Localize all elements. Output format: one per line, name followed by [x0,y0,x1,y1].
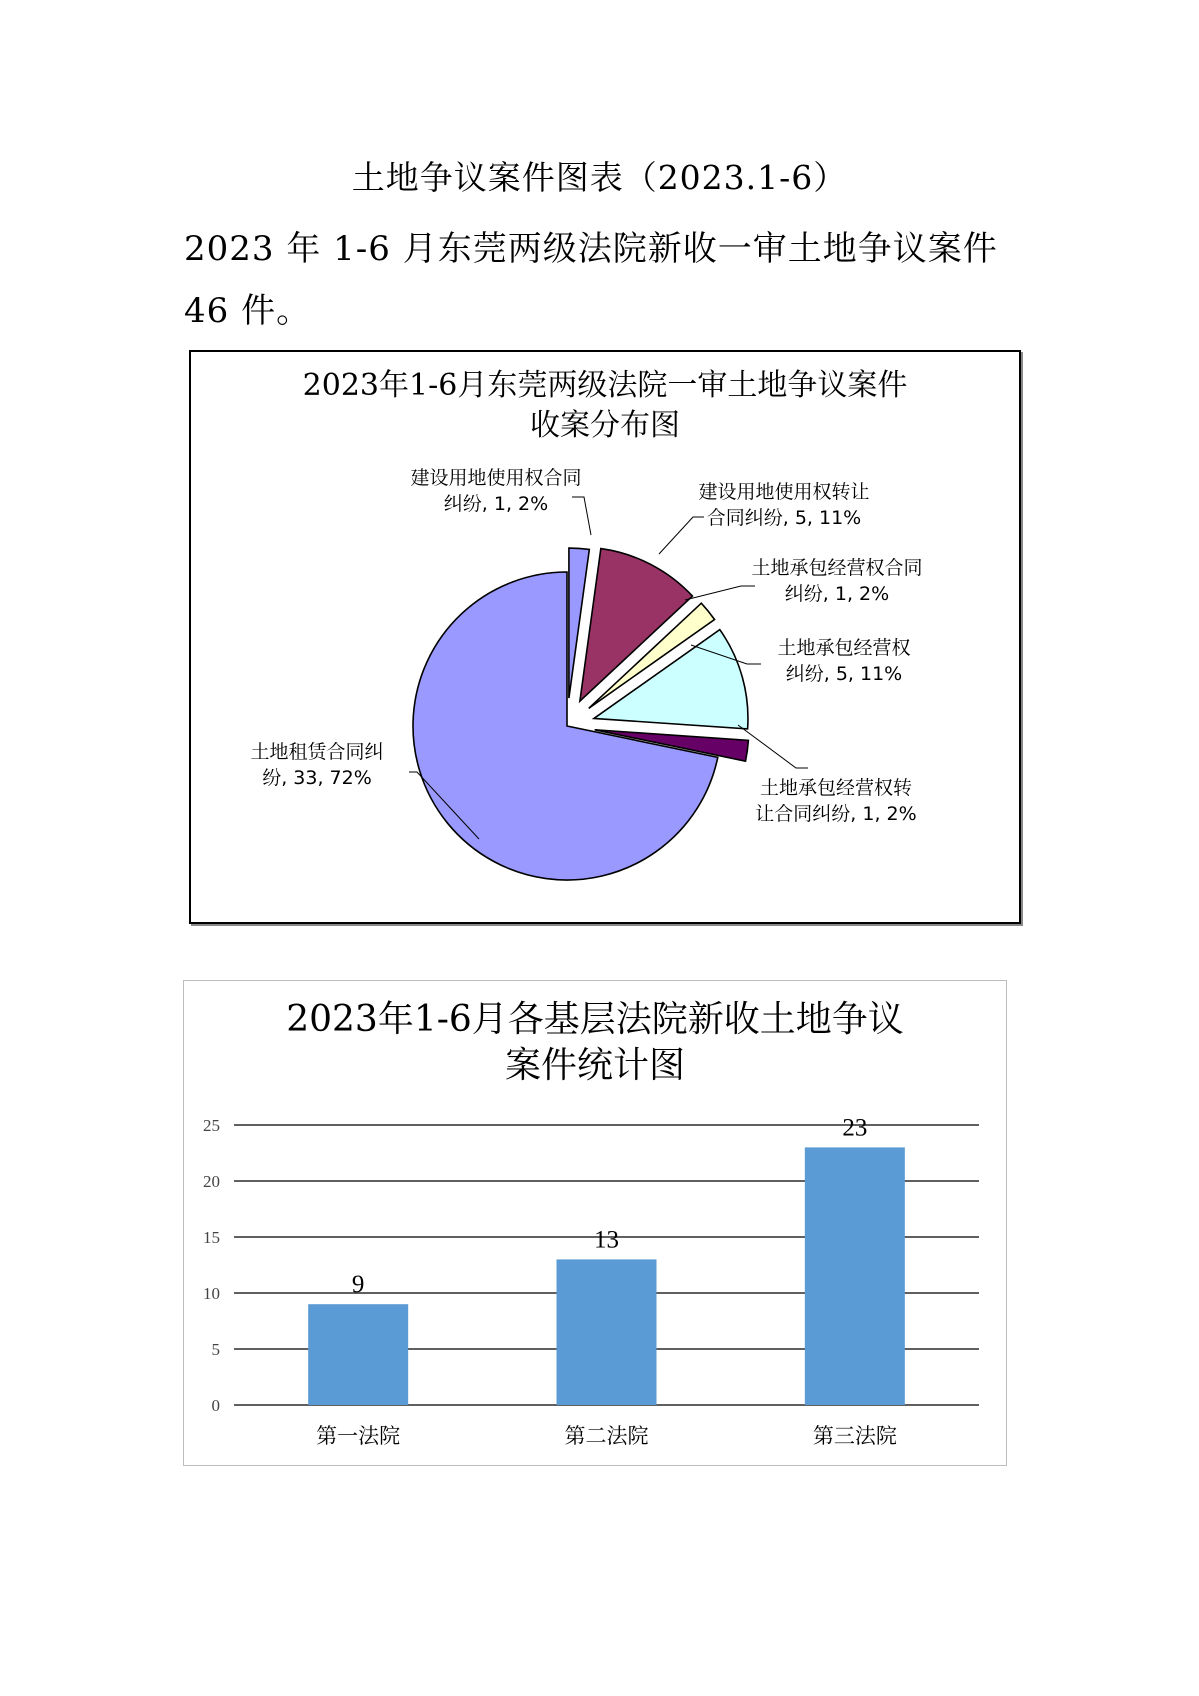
y-tick-label: 10 [203,1284,220,1303]
slice-label-line2: 纠纷, 1, 2% [443,493,549,515]
pie-chart [191,352,1019,922]
y-tick-label: 0 [211,1396,220,1415]
leader-line [659,517,704,554]
pie-title-line1: 2023年1-6月东莞两级法院一审土地争议案件 [302,368,908,403]
slice-label-line2: 纠纷, 1, 2% [784,583,890,605]
slice-label-line1: 土地租赁合同纠 [250,741,384,763]
bar-value-label: 9 [351,1271,365,1299]
bar [805,1147,905,1405]
x-category-label: 第三法院 [812,1424,897,1448]
bar-chart-frame [183,980,1007,1466]
slice-label-line2: 让合同纠纷, 1, 2% [755,803,917,825]
slice-label-line1: 建设用地使用权合同 [410,467,582,489]
pie-title-line2: 收案分布图 [530,408,680,443]
bar-chart [184,981,1006,1465]
y-tick-label: 25 [203,1116,220,1135]
slice-label-line2: 纷, 33, 72% [262,767,372,789]
slice-label-line1: 土地承包经营权 [777,637,911,659]
pie-chart-frame [189,350,1021,924]
y-tick-label: 20 [203,1172,220,1191]
slice-label-line2: 纠纷, 5, 11% [785,663,903,685]
slice-label-line1: 土地承包经营权转 [759,777,913,799]
x-category-label: 第二法院 [564,1424,649,1448]
page-title: 土地争议案件图表（2023.1-6） [351,158,848,197]
pie-slice [413,572,718,880]
bar-title-line2: 案件统计图 [504,1045,685,1086]
leader-line [685,586,755,600]
bar-title-line1: 2023年1-6月各基层法院新收土地争议 [286,999,904,1040]
bar [557,1259,657,1405]
slice-label-line1: 建设用地使用权转让 [698,481,870,503]
slice-label-line1: 土地承包经营权合同 [751,557,923,579]
intro-paragraph: 2023 年 1-6 月东莞两级法院新收一审土地争议案件 46 件。 [184,229,998,331]
bar-value-label: 13 [594,1226,619,1254]
bar [308,1304,408,1405]
leader-line [572,497,591,535]
x-category-label: 第一法院 [316,1424,401,1448]
y-tick-label: 15 [203,1228,220,1247]
slice-label-line2: 合同纠纷, 5, 11% [706,507,862,529]
bar-value-label: 23 [842,1114,868,1142]
y-tick-label: 5 [211,1340,220,1359]
